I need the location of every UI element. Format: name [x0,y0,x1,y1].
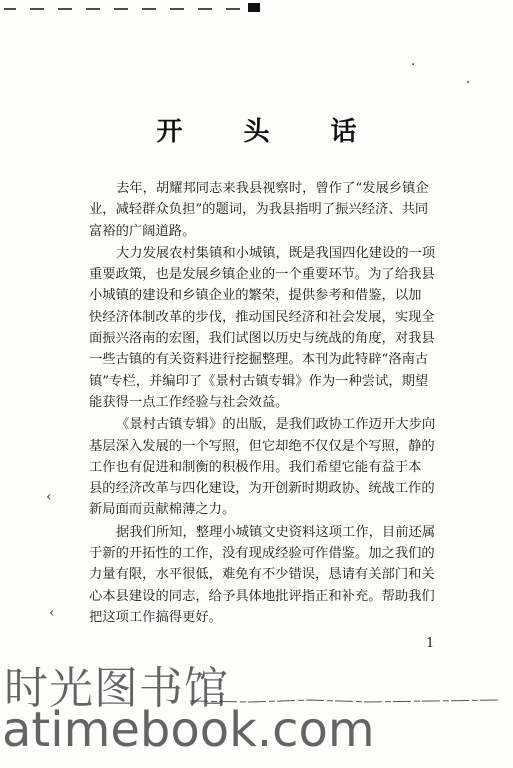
text-line: 《景村古镇专辑》的出版，是我们政协工作迈开大步向 [116,417,436,433]
text-line: 心本县建设的同志，给予具体地批评指正和补充。帮助我们 [89,588,435,604]
paragraph-4 [89,522,465,628]
text-line: 去年，胡耀邦同志来我县视察时，曾作了“发展乡镇企 [116,181,429,196]
top-edge-dashes [0,3,513,17]
text-line: 县的经济改革与四化建设，为开创新时期政协、统战工作的 [89,481,435,497]
text-line: 快经济体制改革的步伐，推动国民经济和社会发展，实现全 [89,309,435,325]
text-line: 把这项工作搞得更好。 [89,609,222,625]
page-title: 开 头 话 [156,117,383,147]
text-line: 工作也有促进和制衡的积极作用。我们希望它能有益于本 [89,459,422,475]
text-line: 基层深入发展的一个写照，但它却绝不仅仅是个写照，静的 [89,438,435,454]
text-line: 小城镇的建设和乡镇企业的繁荣，提供参考和借鉴，以加 [89,288,422,304]
text-line: 业，减轻群众负担”的题词，为我县指明了振兴经济、共同 [89,202,429,218]
text-line: 能获得一点工作经验与社会效益。 [89,394,289,410]
text-line: 于新的开拓性的工作，没有现成经验可作借鉴。加之我们的 [89,546,435,562]
text-line: 重要政策，也是发展乡镇企业的一个重要环节。为了给我县 [89,267,435,283]
text-line: 力量有限，水平很低，难免有不少错误，恳请有关部门和关 [89,567,435,583]
paragraph-1 [89,178,465,242]
text-line: 一些古镇的有关资料进行挖掘整理。本刊为此特辟“洛南古 [89,352,429,368]
watermark-chinese: 时光图书馆 [4,663,229,714]
text-line: 镇”专栏，并编印了《景村古镇专辑》作为一种尝试，期望 [89,373,429,389]
scan-speck: ‹ [49,605,55,621]
text-line: 大力发展农村集镇和小城镇，既是我国四化建设的一项 [116,245,436,261]
paragraph-2 [89,243,465,413]
page-number: 1 [426,636,435,651]
body-text [89,178,465,629]
text-line: 面振兴洛南的宏图，我们试图以历史与统战的角度，对我县 [89,331,435,347]
text-line: 据我们所知，整理小城镇文史资料这项工作，目前还属 [116,524,436,540]
text-line: 新局面而贡献棉薄之力。 [89,502,236,518]
scan-speck: · [466,75,471,91]
scan-speck: · [411,57,416,73]
paragraph-3 [89,414,465,520]
text-line: 富裕的广阔道路。 [89,223,196,239]
watermark-url: atimebook.com [2,702,375,758]
scan-speck: ‹ [46,489,52,505]
